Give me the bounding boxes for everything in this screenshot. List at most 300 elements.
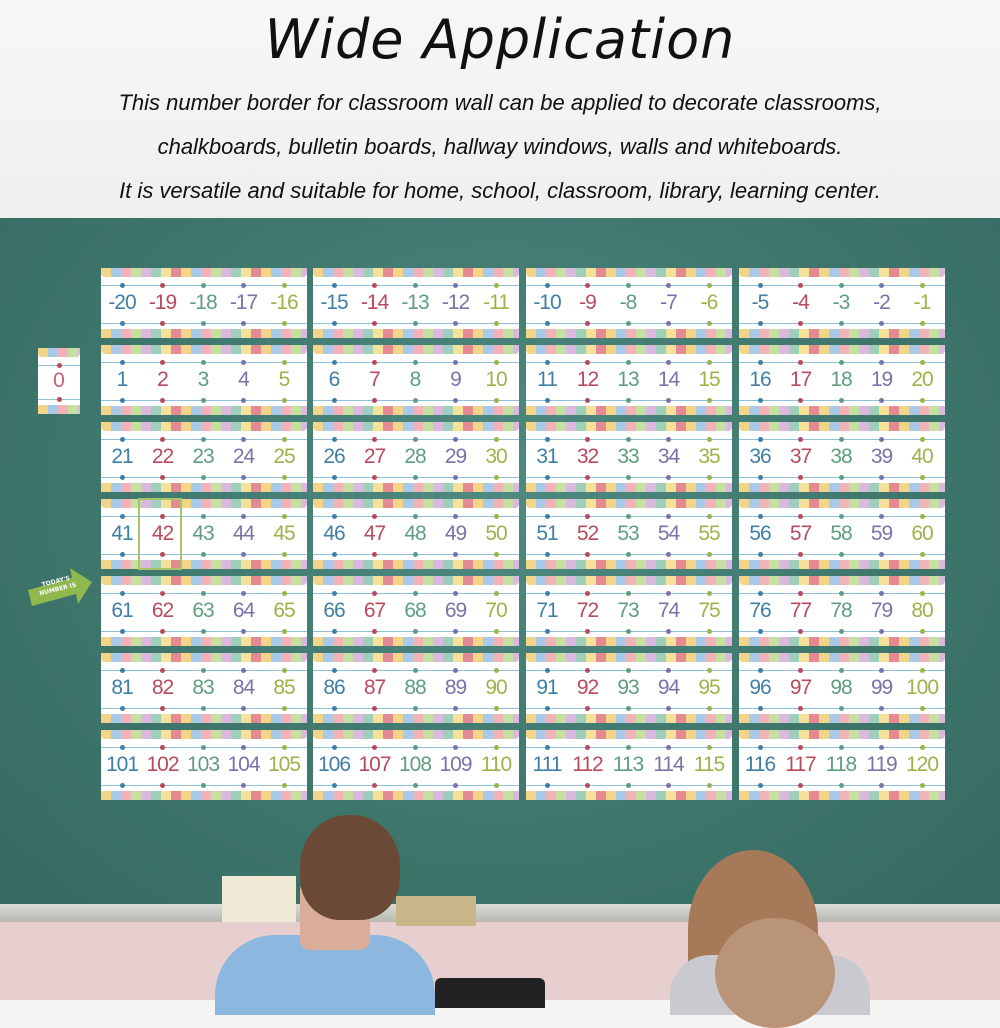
number-label: 54 — [657, 522, 680, 545]
number-label: 50 — [485, 522, 507, 545]
scallop-top — [739, 345, 945, 354]
number-label: 17 — [789, 368, 812, 391]
dot — [758, 706, 763, 711]
dot — [879, 783, 884, 788]
dot — [241, 783, 246, 788]
number-label: 56 — [749, 522, 771, 545]
child-small-head — [715, 918, 835, 1028]
dot — [201, 783, 206, 788]
number-label: -19 — [148, 291, 177, 314]
number-label: 8 — [409, 368, 421, 391]
number-label: 64 — [232, 599, 255, 622]
dot — [241, 398, 246, 403]
dot — [372, 321, 377, 326]
dot — [666, 321, 671, 326]
dot — [545, 321, 550, 326]
scallop-top — [313, 499, 519, 508]
number-label: 104 — [227, 753, 260, 776]
dot — [241, 321, 246, 326]
dot — [879, 475, 884, 480]
dot — [282, 475, 287, 480]
scallop-top — [526, 576, 732, 585]
number-label: 101 — [105, 753, 139, 776]
number-label: 65 — [273, 599, 295, 622]
number-card — [739, 422, 945, 492]
number-label: 41 — [111, 522, 133, 545]
number-card — [313, 730, 519, 800]
dot — [920, 475, 925, 480]
dot — [160, 783, 165, 788]
scallop-top — [739, 653, 945, 662]
number-label: 48 — [404, 522, 426, 545]
scallop-bottom — [526, 791, 732, 800]
dot — [413, 552, 418, 557]
scallop-bottom — [38, 405, 80, 414]
dot — [626, 552, 631, 557]
dot — [626, 706, 631, 711]
dot — [453, 398, 458, 403]
number-card — [526, 268, 732, 338]
dot — [707, 629, 712, 634]
number-label: 14 — [657, 368, 680, 391]
number-label: -5 — [751, 291, 769, 314]
number-label: 70 — [485, 599, 507, 622]
number-label: 19 — [870, 368, 893, 391]
number-label: -16 — [270, 291, 298, 314]
number-label: 110 — [480, 753, 512, 776]
dot — [585, 321, 590, 326]
dot — [920, 783, 925, 788]
dot — [879, 629, 884, 634]
number-label: -1 — [913, 291, 931, 314]
number-card — [739, 653, 945, 723]
dot — [545, 706, 550, 711]
number-card — [739, 345, 945, 415]
number-label: 87 — [363, 676, 386, 699]
number-card — [101, 422, 307, 492]
number-label: 18 — [830, 368, 852, 391]
number-label: 27 — [363, 445, 386, 468]
number-card — [101, 653, 307, 723]
number-label: 69 — [444, 599, 467, 622]
number-card — [739, 576, 945, 646]
dot — [201, 321, 206, 326]
number-label: 10 — [485, 368, 507, 391]
number-label: 5 — [278, 368, 290, 391]
scallop-bottom — [739, 406, 945, 415]
dot — [545, 629, 550, 634]
number-label: -14 — [360, 291, 389, 314]
number-label: 119 — [866, 753, 897, 776]
number-label: 15 — [698, 368, 720, 391]
dot — [494, 783, 499, 788]
dot — [920, 706, 925, 711]
dot — [920, 398, 925, 403]
number-label: 74 — [657, 599, 680, 622]
dot — [413, 398, 418, 403]
scallop-bottom — [526, 560, 732, 569]
dot — [201, 629, 206, 634]
scallop-top — [101, 268, 307, 277]
dot — [372, 552, 377, 557]
dot — [839, 321, 844, 326]
number-card — [101, 576, 307, 646]
dot — [241, 706, 246, 711]
number-label: 44 — [232, 522, 255, 545]
dot — [758, 552, 763, 557]
scallop-bottom — [101, 714, 307, 723]
dot — [879, 321, 884, 326]
dot — [920, 629, 925, 634]
number-label: 93 — [617, 676, 639, 699]
dot — [413, 706, 418, 711]
number-label: 12 — [576, 368, 599, 391]
dot — [839, 629, 844, 634]
number-label: 43 — [192, 522, 214, 545]
number-label: 71 — [536, 599, 558, 622]
number-label: 46 — [323, 522, 345, 545]
dot — [585, 552, 590, 557]
dot — [282, 398, 287, 403]
number-label: 112 — [572, 753, 603, 776]
number-card — [739, 730, 945, 800]
number-label: 97 — [789, 676, 812, 699]
dot — [372, 629, 377, 634]
child-boy-head — [300, 815, 400, 920]
dot — [758, 398, 763, 403]
number-label: 117 — [785, 753, 816, 776]
number-label: 118 — [825, 753, 857, 776]
number-card — [739, 499, 945, 569]
number-label: 36 — [749, 445, 771, 468]
scallop-top — [739, 576, 945, 585]
number-label: 25 — [273, 445, 295, 468]
dot — [282, 706, 287, 711]
dot — [666, 783, 671, 788]
number-label: -13 — [401, 291, 429, 314]
number-label: -4 — [792, 291, 809, 314]
number-card — [526, 730, 732, 800]
dot — [494, 629, 499, 634]
scallop-top — [101, 345, 307, 354]
number-label: 103 — [186, 753, 220, 776]
dot — [585, 398, 590, 403]
dot — [666, 706, 671, 711]
number-label: 90 — [485, 676, 507, 699]
scallop-top — [526, 730, 732, 739]
number-label: 53 — [617, 522, 639, 545]
number-label: 33 — [617, 445, 639, 468]
dot — [920, 552, 925, 557]
dot — [413, 321, 418, 326]
number-label: 6 — [328, 368, 340, 391]
number-label: 3 — [197, 368, 209, 391]
scallop-bottom — [526, 329, 732, 338]
scallop-top — [101, 653, 307, 662]
dot — [494, 706, 499, 711]
number-label: -18 — [189, 291, 217, 314]
dot — [585, 783, 590, 788]
number-label: 91 — [536, 676, 558, 699]
dot — [372, 475, 377, 480]
number-label: 4 — [238, 368, 249, 391]
dot — [332, 321, 337, 326]
dot — [120, 552, 125, 557]
number-label: 102 — [146, 753, 179, 776]
number-label: 1 — [116, 368, 128, 391]
number-card — [526, 653, 732, 723]
dot — [758, 783, 763, 788]
number-label: 76 — [749, 599, 771, 622]
dot — [57, 397, 62, 402]
dot — [839, 475, 844, 480]
scallop-bottom — [313, 791, 519, 800]
dot — [879, 706, 884, 711]
number-label: 28 — [404, 445, 426, 468]
number-card — [739, 268, 945, 338]
number-label: 11 — [537, 368, 557, 391]
dot — [453, 475, 458, 480]
number-card — [313, 268, 519, 338]
number-label: 75 — [698, 599, 720, 622]
dot — [758, 321, 763, 326]
dot — [332, 398, 337, 403]
number-label: 60 — [911, 522, 933, 545]
dot — [241, 475, 246, 480]
scallop-top — [526, 268, 732, 277]
dot — [798, 475, 803, 480]
dot — [201, 706, 206, 711]
dot — [585, 706, 590, 711]
number-label: -17 — [229, 291, 258, 314]
dot — [626, 629, 631, 634]
number-label: 83 — [192, 676, 214, 699]
scallop-bottom — [101, 791, 307, 800]
dot — [585, 475, 590, 480]
description-line-3: It is versatile and suitable for home, school, classroom, library, learning center. — [119, 178, 881, 203]
scallop-bottom — [739, 560, 945, 569]
number-label: 109 — [439, 753, 472, 776]
todays-number-highlight — [138, 498, 182, 570]
scallop-bottom — [526, 406, 732, 415]
dot — [413, 783, 418, 788]
scallop-top — [526, 422, 732, 431]
dot — [120, 783, 125, 788]
dot — [413, 475, 418, 480]
scallop-bottom — [739, 637, 945, 646]
number-label: 106 — [317, 753, 351, 776]
dot — [707, 321, 712, 326]
number-label: -9 — [579, 291, 596, 314]
scallop-bottom — [101, 406, 307, 415]
dot — [626, 783, 631, 788]
number-label: 62 — [151, 599, 174, 622]
dot — [160, 321, 165, 326]
number-label: -7 — [660, 291, 677, 314]
pencil-case — [435, 978, 545, 1008]
dot — [707, 398, 712, 403]
scallop-bottom — [739, 483, 945, 492]
dot — [120, 706, 125, 711]
dot — [798, 629, 803, 634]
dot — [798, 552, 803, 557]
scallop-bottom — [526, 714, 732, 723]
number-label: 105 — [267, 753, 301, 776]
number-label: 42 — [151, 522, 174, 545]
number-label: 108 — [398, 753, 432, 776]
dot — [453, 552, 458, 557]
eraser — [396, 896, 476, 926]
number-card — [313, 345, 519, 415]
scallop-top — [101, 422, 307, 431]
scallop-bottom — [313, 329, 519, 338]
header-banner — [0, 0, 1000, 218]
number-label: 84 — [232, 676, 255, 699]
description-line-1: This number border for classroom wall can be applied to decorate classrooms, — [118, 90, 882, 115]
scallop-top — [313, 268, 519, 277]
scallop-top — [101, 730, 307, 739]
dot — [839, 706, 844, 711]
number-label: 80 — [911, 599, 933, 622]
number-label: 45 — [273, 522, 295, 545]
number-label: 13 — [617, 368, 639, 391]
dot — [453, 706, 458, 711]
dot — [494, 398, 499, 403]
dot — [332, 552, 337, 557]
chalk-ledge — [0, 904, 1000, 922]
number-label: 29 — [444, 445, 467, 468]
number-label: 59 — [870, 522, 893, 545]
dot — [839, 552, 844, 557]
scallop-top — [739, 730, 945, 739]
dot — [545, 552, 550, 557]
dot — [120, 475, 125, 480]
number-label: 49 — [444, 522, 467, 545]
number-label: 68 — [404, 599, 426, 622]
number-label: 39 — [870, 445, 893, 468]
number-label: 61 — [111, 599, 133, 622]
number-card — [313, 422, 519, 492]
dot — [798, 398, 803, 403]
number-label: 114 — [653, 753, 684, 776]
dot — [798, 783, 803, 788]
eraser — [222, 876, 296, 922]
dot — [160, 398, 165, 403]
number-card — [101, 268, 307, 338]
number-label: 35 — [698, 445, 720, 468]
number-label: 21 — [111, 445, 133, 468]
description-line-2: chalkboards, bulletin boards, hallway windows, walls and whiteboards. — [157, 134, 843, 159]
number-label: 73 — [617, 599, 639, 622]
dot — [372, 783, 377, 788]
number-label: 32 — [576, 445, 599, 468]
number-label: 2 — [157, 368, 168, 391]
dot — [839, 783, 844, 788]
number-label: 63 — [192, 599, 214, 622]
number-label: 120 — [905, 753, 939, 776]
dot — [545, 398, 550, 403]
dot — [494, 321, 499, 326]
number-label: 95 — [698, 676, 720, 699]
dot — [707, 475, 712, 480]
dot — [282, 552, 287, 557]
number-label: 9 — [450, 368, 461, 391]
number-label: 58 — [830, 522, 852, 545]
dot — [758, 629, 763, 634]
number-label: 96 — [749, 676, 771, 699]
dot — [120, 321, 125, 326]
scallop-bottom — [739, 791, 945, 800]
number-label: -15 — [320, 291, 348, 314]
dot — [707, 552, 712, 557]
scallop-bottom — [526, 483, 732, 492]
number-label: 67 — [363, 599, 386, 622]
number-label: 52 — [576, 522, 599, 545]
scallop-top — [526, 653, 732, 662]
dot — [626, 475, 631, 480]
number-label: -12 — [441, 291, 470, 314]
scallop-top — [313, 422, 519, 431]
number-label: 81 — [111, 676, 133, 699]
number-label: 47 — [363, 522, 386, 545]
dot — [120, 629, 125, 634]
number-label: 111 — [532, 753, 562, 776]
number-label: -11 — [483, 291, 509, 314]
number-label: -20 — [108, 291, 136, 314]
page-title: Wide Application — [264, 8, 736, 71]
scallop-top — [313, 730, 519, 739]
number-label: 7 — [369, 368, 380, 391]
number-label: 37 — [789, 445, 812, 468]
dot — [201, 475, 206, 480]
number-label: 78 — [830, 599, 852, 622]
number-label: 26 — [323, 445, 345, 468]
dot — [798, 321, 803, 326]
dot — [453, 321, 458, 326]
dot — [160, 629, 165, 634]
scallop-top — [101, 499, 307, 508]
number-label: -3 — [832, 291, 850, 314]
dot — [332, 475, 337, 480]
dot — [413, 629, 418, 634]
dot — [666, 398, 671, 403]
number-label: 72 — [576, 599, 599, 622]
scallop-top — [101, 576, 307, 585]
number-label: 115 — [693, 753, 725, 776]
number-card — [101, 499, 307, 569]
number-label: 116 — [744, 753, 776, 776]
dot — [332, 629, 337, 634]
number-label: 22 — [151, 445, 174, 468]
scallop-top — [739, 268, 945, 277]
number-label: 86 — [323, 676, 345, 699]
number-label: 79 — [870, 599, 893, 622]
dot — [453, 783, 458, 788]
number-label: 99 — [870, 676, 893, 699]
number-label: -6 — [700, 291, 718, 314]
dot — [666, 629, 671, 634]
scallop-bottom — [313, 714, 519, 723]
number-label: 88 — [404, 676, 426, 699]
dot — [120, 398, 125, 403]
number-label: 31 — [536, 445, 558, 468]
todays-number-label: TODAY'S NUMBER IS — [38, 574, 78, 598]
dot — [282, 629, 287, 634]
dot — [920, 321, 925, 326]
number-label: 77 — [789, 599, 812, 622]
scallop-top — [38, 348, 80, 357]
dot — [201, 552, 206, 557]
